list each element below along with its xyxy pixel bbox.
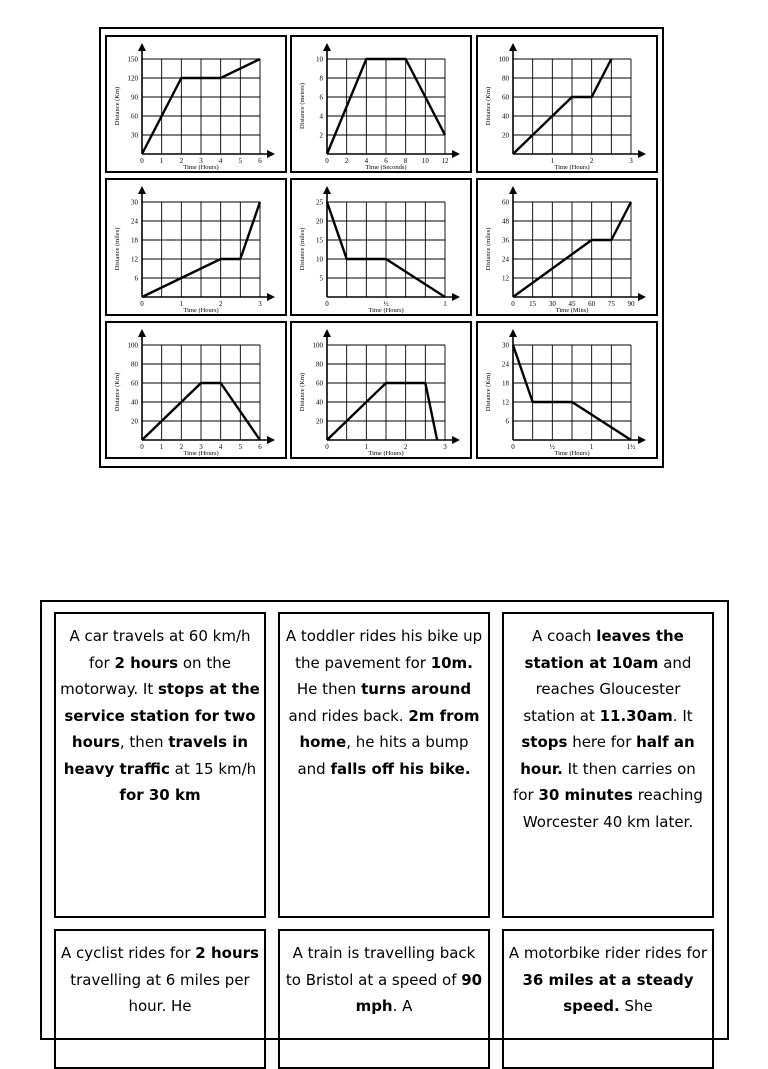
y-tick-label: 20: [316, 417, 323, 426]
y-tick-label: 100: [498, 55, 509, 64]
x-tick-label: 2: [344, 157, 349, 165]
story-card-plain-text: A cyclist rides for: [61, 944, 196, 962]
x-tick-label: 4: [218, 443, 223, 451]
distance-time-graphs: [101, 29, 662, 466]
x-tick-label: 6: [258, 443, 262, 451]
x-tick-label: 0: [511, 443, 515, 451]
story-card-bold-text: 2 hours: [114, 653, 179, 672]
y-axis-label: Distance (miles): [485, 227, 492, 271]
y-axis-label: Distance (miles): [114, 227, 121, 271]
graph-panel: [477, 36, 657, 172]
story-card-plain-text: He then: [296, 680, 362, 698]
story-card-plain-text: A train is travelling back to Bristol at a speed of: [285, 944, 476, 989]
x-tick-label: 0: [325, 300, 329, 308]
y-tick-label: 40: [316, 398, 323, 407]
graph-panel: [106, 322, 286, 458]
story-card-plain-text: A motorbike rider rides for: [508, 944, 708, 962]
x-axis-label: Time (Hours): [183, 164, 219, 171]
y-tick-label: 30: [131, 131, 138, 140]
x-axis-label: Time (Hours): [368, 450, 404, 457]
y-axis-label: Distance (miles): [299, 227, 306, 271]
story-card-plain-text: A coach: [532, 627, 597, 645]
y-tick-label: 6: [134, 274, 138, 283]
y-tick-label: 60: [131, 379, 138, 388]
x-tick-label: 6: [258, 157, 262, 165]
x-tick-label: 1: [159, 443, 164, 451]
graph-panel: [291, 36, 471, 172]
story-card: [278, 929, 490, 1069]
x-tick-label: 2: [589, 157, 594, 165]
y-tick-label: 120: [127, 74, 138, 83]
x-tick-label: 15: [529, 300, 537, 308]
story-card-plain-text: . It: [672, 706, 693, 725]
story-card-plain-text: at 15 km/h: [169, 759, 257, 778]
y-tick-label: 48: [502, 217, 509, 226]
story-card-bold-text: 10m.: [430, 653, 473, 672]
y-axis-label: Distance (Km): [299, 372, 306, 412]
story-card: [54, 612, 266, 918]
y-tick-label: 90: [131, 93, 138, 102]
y-tick-label: 18: [131, 236, 138, 245]
y-axis-label: Distance (Km): [114, 372, 121, 412]
y-tick-label: 40: [502, 112, 509, 121]
y-tick-label: 24: [131, 217, 138, 226]
x-axis-label: Time (Seconds): [365, 164, 407, 171]
story-card-sheet: [40, 600, 729, 1040]
y-axis-label: Distance (metres): [299, 82, 306, 130]
y-tick-label: 8: [319, 74, 323, 83]
x-tick-label: 1: [589, 443, 594, 451]
x-tick-label: 3: [199, 443, 203, 451]
graph-panel: [291, 179, 471, 315]
y-tick-label: 25: [316, 198, 323, 207]
y-tick-label: 60: [316, 379, 323, 388]
x-tick-label: 3: [258, 300, 262, 308]
y-tick-label: 20: [316, 217, 323, 226]
y-tick-label: 100: [312, 341, 323, 350]
story-card-bold-text: travels in heavy traffic: [63, 733, 249, 778]
story-card-plain-text: and reaches Gloucester station at: [523, 653, 692, 725]
story-card-bold-text: for 30 km: [119, 786, 201, 804]
story-card-text: [60, 940, 260, 1020]
story-card-plain-text: It then carries on for: [513, 759, 696, 804]
graph-panel: [477, 179, 657, 315]
story-card-text: [60, 623, 260, 809]
x-tick-label: 12: [441, 157, 449, 165]
story-card-bold-text: turns around: [361, 680, 472, 698]
y-tick-label: 60: [502, 198, 509, 207]
y-tick-label: 18: [502, 379, 509, 388]
story-card-plain-text: She: [619, 997, 653, 1015]
x-tick-label: 3: [199, 157, 203, 165]
x-tick-label: 1½: [626, 443, 636, 451]
x-tick-label: 1: [364, 443, 369, 451]
y-tick-label: 150: [127, 55, 138, 64]
x-tick-label: 1: [179, 300, 184, 308]
x-axis-label: Time (Hours): [554, 450, 590, 457]
graph-sheet: [99, 27, 664, 468]
story-card-bold-text: 2 hours: [195, 944, 259, 962]
y-tick-label: 10: [316, 255, 323, 264]
x-tick-label: 2: [403, 443, 408, 451]
story-card-text: [508, 940, 708, 1020]
x-tick-label: 0: [325, 443, 329, 451]
y-tick-label: 20: [131, 417, 138, 426]
y-tick-label: 100: [127, 341, 138, 350]
x-tick-label: 1: [159, 157, 164, 165]
x-tick-label: 0: [140, 157, 144, 165]
story-card-bold-text: stops at the service station for two hours: [64, 680, 260, 751]
story-card-plain-text: reaching Worcester 40 km later.: [522, 786, 703, 831]
x-tick-label: 45: [568, 300, 576, 308]
x-tick-label: ½: [549, 443, 555, 451]
y-tick-label: 12: [131, 255, 138, 264]
x-axis-label: Time (Mins): [555, 307, 589, 314]
story-card-text: [284, 623, 484, 782]
story-card-bold-text: stops: [521, 733, 568, 751]
story-card-text: [508, 623, 708, 835]
graph-panel: [477, 322, 657, 458]
story-card: [54, 929, 266, 1069]
y-axis-label: Distance (Km): [485, 372, 492, 412]
x-tick-label: 4: [218, 157, 223, 165]
y-tick-label: 24: [502, 360, 509, 369]
story-card-plain-text: . A: [392, 997, 413, 1015]
x-tick-label: 5: [238, 157, 243, 165]
story-card-bold-text: 2m from home: [299, 706, 480, 751]
y-tick-label: 4: [319, 112, 323, 121]
y-tick-label: 5: [319, 274, 323, 283]
x-tick-label: 0: [140, 443, 144, 451]
story-card-plain-text: , then: [119, 733, 169, 751]
y-tick-label: 2: [319, 131, 323, 140]
story-card-bold-text: leaves the station at 10am: [524, 627, 684, 672]
story-card-bold-text: 30 minutes: [538, 786, 633, 804]
y-tick-label: 15: [316, 236, 323, 245]
x-tick-label: 3: [629, 157, 633, 165]
story-card-bold-text: falls off his bike.: [330, 759, 471, 778]
y-axis-label: Distance (Km): [485, 86, 492, 126]
y-tick-label: 40: [131, 398, 138, 407]
story-card-plain-text: , he hits a bump and: [297, 733, 469, 778]
y-tick-label: 20: [502, 131, 509, 140]
x-tick-label: 2: [179, 443, 184, 451]
story-card-plain-text: on the motorway. It: [60, 653, 231, 698]
x-tick-label: 75: [607, 300, 615, 308]
story-card-bold-text: 36 miles at a steady speed.: [522, 970, 694, 1015]
story-card: [502, 929, 714, 1069]
story-card-plain-text: here for: [567, 733, 637, 751]
story-card-bold-text: half an hour.: [520, 733, 695, 778]
graph-panel: [106, 36, 286, 172]
y-tick-label: 10: [316, 55, 323, 64]
x-tick-label: 8: [403, 157, 408, 165]
x-tick-label: 4: [364, 157, 369, 165]
story-card: [278, 612, 490, 918]
x-tick-label: 30: [548, 300, 556, 308]
x-tick-label: 5: [238, 443, 243, 451]
y-tick-label: 80: [502, 74, 509, 83]
y-tick-label: 12: [502, 398, 509, 407]
x-axis-label: Time (Hours): [183, 450, 219, 457]
x-tick-label: 1: [443, 300, 447, 308]
x-tick-label: 2: [218, 300, 223, 308]
story-card-bold-text: 11.30am: [599, 706, 673, 725]
x-tick-label: 0: [140, 300, 144, 308]
y-tick-label: 36: [502, 236, 509, 245]
x-tick-label: 2: [179, 157, 184, 165]
story-card: [502, 612, 714, 918]
y-tick-label: 12: [502, 274, 509, 283]
x-tick-label: 3: [443, 443, 447, 451]
y-tick-label: 6: [319, 93, 323, 102]
story-card-plain-text: and rides back.: [288, 706, 409, 725]
y-tick-label: 24: [502, 255, 509, 264]
x-axis-label: Time (Hours): [554, 164, 590, 171]
story-card-text: [284, 940, 484, 1020]
y-tick-label: 30: [131, 198, 138, 207]
y-axis-label: Distance (Km): [114, 86, 121, 126]
y-tick-label: 6: [505, 417, 509, 426]
x-axis-label: Time (Hours): [368, 307, 404, 314]
y-tick-label: 30: [502, 341, 509, 350]
x-tick-label: 10: [421, 157, 429, 165]
x-tick-label: 6: [384, 157, 388, 165]
y-tick-label: 60: [131, 112, 138, 121]
y-tick-label: 80: [316, 360, 323, 369]
graph-panel: [106, 179, 286, 315]
x-tick-label: 1: [550, 157, 555, 165]
x-axis-label: Time (Hours): [183, 307, 219, 314]
x-tick-label: 0: [511, 300, 515, 308]
graph-panel: [291, 322, 471, 458]
x-tick-label: 90: [627, 300, 635, 308]
x-tick-label: 60: [588, 300, 596, 308]
story-card-plain-text: travelling at 6 miles per hour. He: [70, 970, 250, 1015]
y-tick-label: 80: [131, 360, 138, 369]
story-card-plain-text: A toddler rides his bike up the pavement for: [285, 627, 483, 672]
y-tick-label: 60: [502, 93, 509, 102]
story-card-bold-text: 90 mph: [355, 970, 483, 1015]
x-tick-label: ½: [383, 300, 389, 308]
x-tick-label: 0: [325, 157, 329, 165]
story-card-plain-text: A car travels at 60 km/h for: [69, 627, 251, 672]
